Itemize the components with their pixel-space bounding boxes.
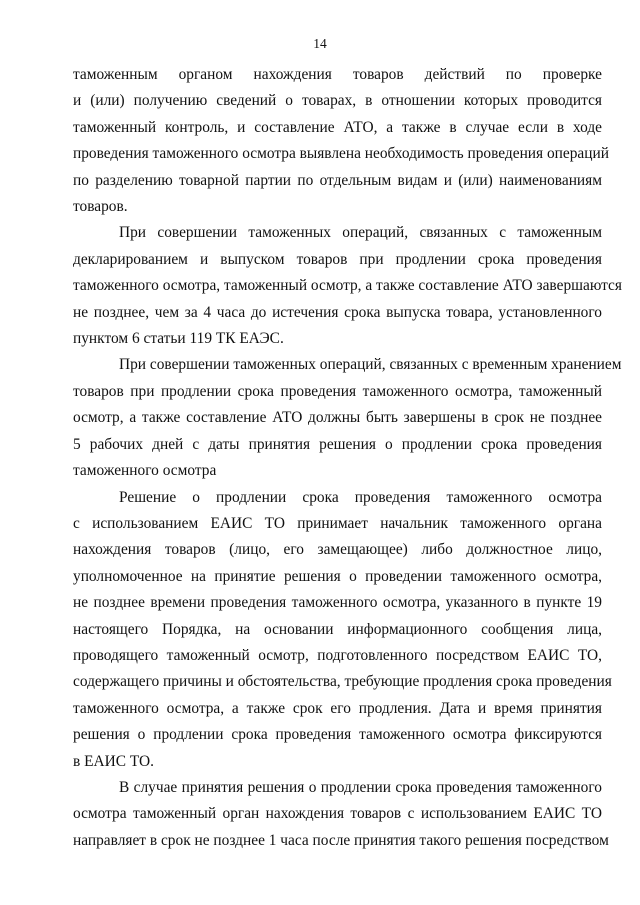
text-line: осмотр, а также составление АТО должны быть завершены в срок не позднее — [73, 409, 602, 427]
text-line: в ЕАИС ТО. — [73, 752, 155, 770]
text-line: решения о продлении срока проведения таможенного осмотра фиксируются — [73, 726, 602, 744]
paragraph — [73, 220, 622, 352]
text-line: не позднее времени проведения таможенного осмотра, указанного в пункте 19 — [73, 594, 602, 612]
text-line: товаров. — [73, 198, 128, 216]
paragraph — [73, 352, 622, 484]
text-line: В случае принятия решения о продлении срока проведения таможенного — [119, 778, 602, 796]
text-line: таможенный контроль, и составление АТО, а также в случае если в ходе — [73, 118, 602, 136]
text-line: таможенного осмотра, а также срок его продления. Дата и время принятия — [73, 699, 602, 717]
text-line: осмотра таможенный орган нахождения товаров с использованием ЕАИС ТО — [73, 805, 602, 823]
text-line: 5 рабочих дней с даты принятия решения о продлении срока проведения — [73, 435, 602, 453]
text-line: нахождения товаров (лицо, его замещающее) либо должностное лицо, — [73, 541, 602, 559]
document-body — [73, 62, 622, 854]
text-line: по разделению товарной партии по отдельным видам и (или) наименованиям — [73, 171, 602, 189]
text-line: уполномоченное на принятие решения о проведении таможенного осмотра, — [73, 567, 602, 585]
text-line: таможенного осмотра, таможенный осмотр, а также составление АТО завершаются — [73, 277, 622, 295]
text-line: настоящего Порядка, на основании информационного сообщения лица, — [73, 620, 602, 638]
text-line: Решение о продлении срока проведения таможенного осмотра — [119, 488, 602, 506]
text-line: направляет в срок не позднее 1 часа после принятия такого решения посредством — [73, 831, 609, 849]
text-line: не позднее, чем за 4 часа до истечения срока выпуска товара, установленного — [73, 303, 602, 321]
paragraph — [73, 485, 612, 775]
page-number: 14 — [313, 36, 327, 51]
text-line: При совершении таможенных операций, связанных с таможенным — [119, 224, 602, 242]
text-line: проводящего таможенный осмотр, подготовленного посредством ЕАИС ТО, — [73, 646, 602, 664]
text-line: При совершении таможенных операций, связанных с временным хранением — [119, 356, 622, 374]
text-line: с использованием ЕАИС ТО принимает начальник таможенного органа — [73, 514, 602, 532]
paragraph — [73, 775, 609, 854]
text-line: таможенного осмотра — [73, 462, 217, 480]
text-line: декларированием и выпуском товаров при продлении срока проведения — [73, 250, 602, 268]
text-line: таможенным органом нахождения товаров действий по проверке — [73, 66, 602, 83]
text-line: проведения таможенного осмотра выявлена необходимость проведения операций — [73, 145, 609, 163]
text-line: пунктом 6 статьи 119 ТК ЕАЭС. — [73, 330, 284, 348]
paragraph — [73, 62, 609, 220]
text-line: и (или) получению сведений о товарах, в отношении которых проводится — [73, 92, 602, 110]
text-line: товаров при продлении срока проведения таможенного осмотра, таможенный — [73, 382, 602, 400]
text-line: содержащего причины и обстоятельства, требующие продления срока проведения — [73, 673, 612, 691]
